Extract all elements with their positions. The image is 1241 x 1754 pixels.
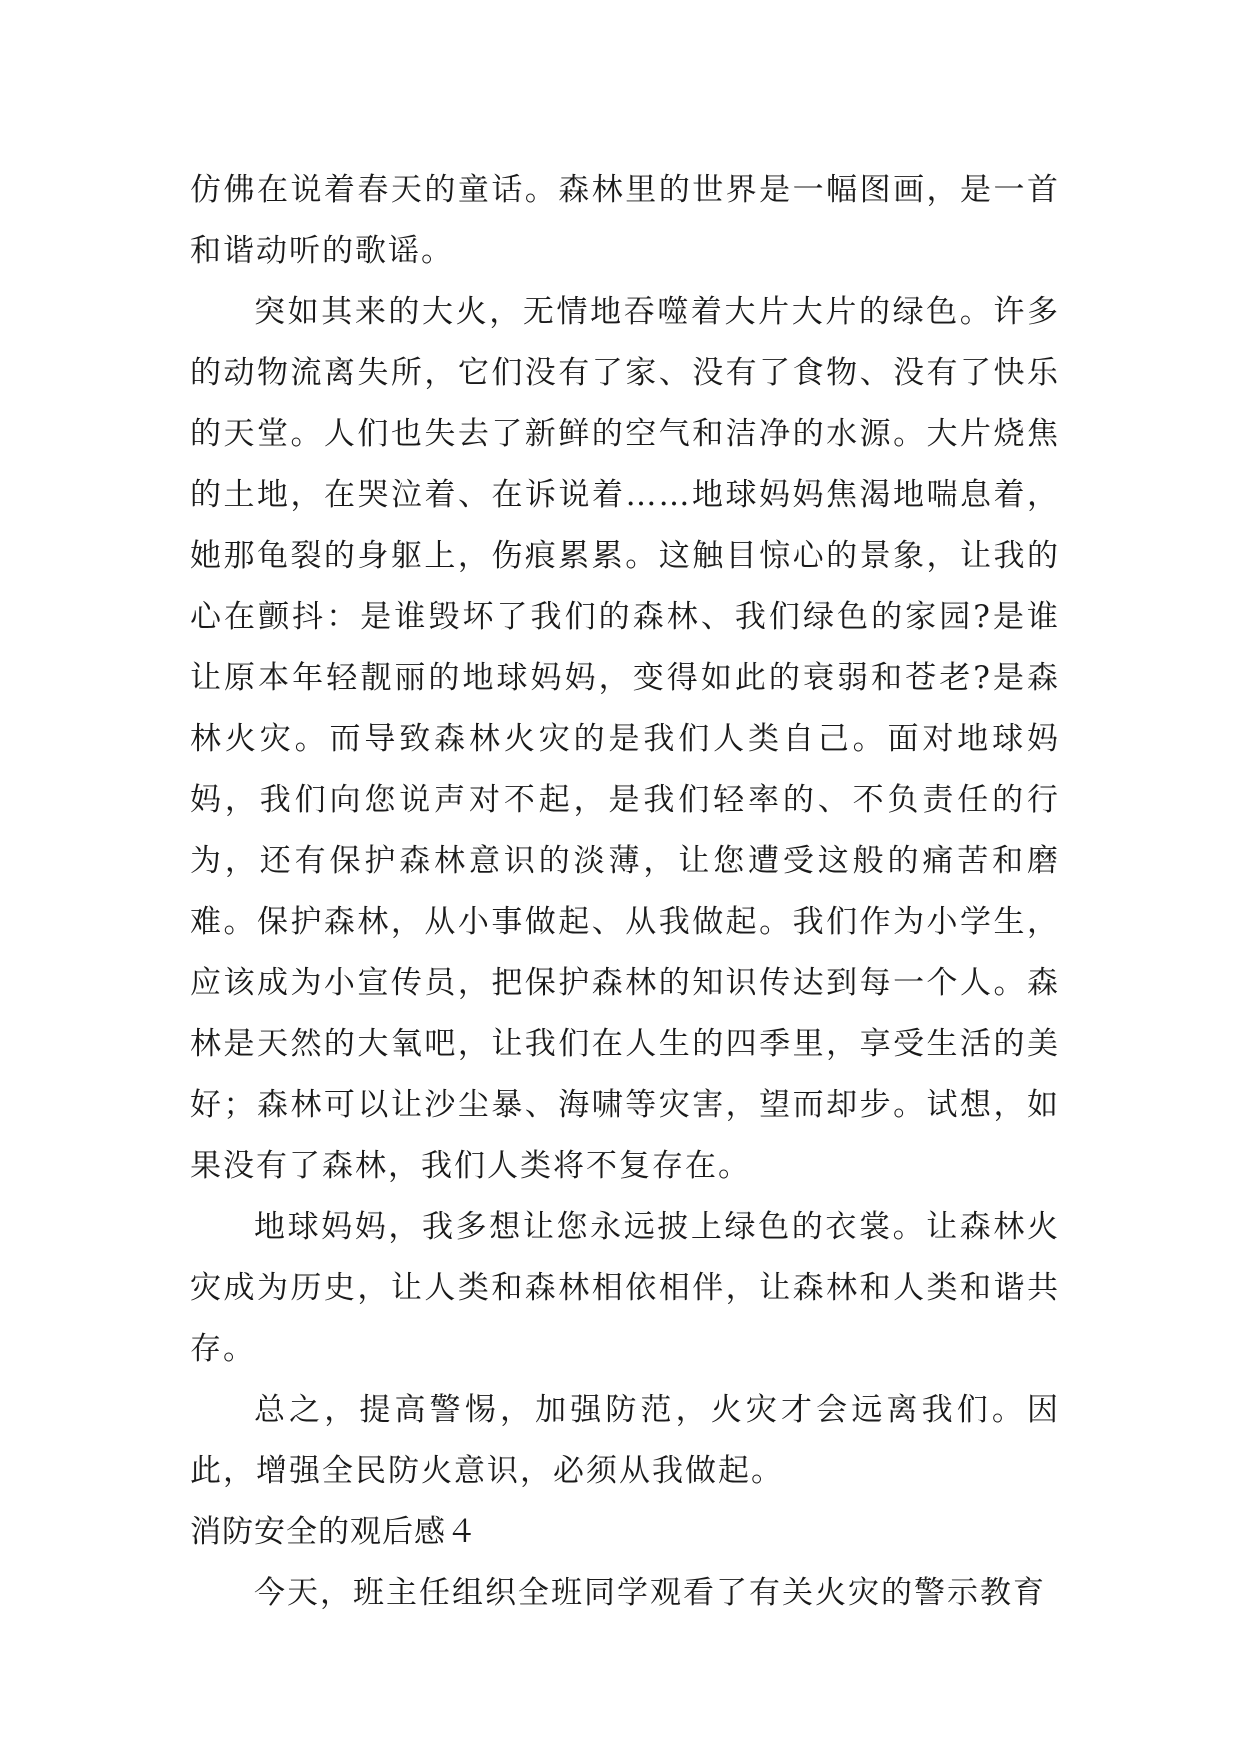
- paragraph-earth-mother: 地球妈妈，我多想让您永远披上绿色的衣裳。让森林火灾成为历史，让人类和森林相依相伴，让森林和人类和谐共存。: [190, 1209, 1060, 1367]
- paragraph-intro: 今天，班主任组织全班同学观看了有关火灾的警示教育: [254, 1575, 1046, 1611]
- paragraph-conclusion: 总之，提高警惕，加强防范，火灾才会远离我们。因此，增强全民防火意识，必须从我做起。: [190, 1392, 1060, 1489]
- paragraph-continuation: 仿佛在说着春天的童话。森林里的世界是一幅图画，是一首和谐动听的歌谣。: [190, 172, 1060, 269]
- document-body: [190, 160, 1060, 1624]
- section-heading: 消防安全的观后感４: [190, 1514, 478, 1550]
- paragraph-forest-fire: 突如其来的大火，无情地吞噬着大片大片的绿色。许多的动物流离失所，它们没有了家、没有了食物、没有了快乐的天堂。人们也失去了新鲜的空气和洁净的水源。大片烧焦的土地，在哭泣着、在诉说着……地球妈妈焦渴地喘息着，她那龟裂的身躯上，伤痕累累。这触目惊心的景象，让我的心在颤抖：是谁毁坏了我们的森林、我们绿色的家园?是谁让原本年轻靓丽的地球妈妈，变得如此的衰弱和苍老?是森林火灾。而导致森林火灾的是我们人类自己。面对地球妈妈，我们向您说声对不起，是我们轻率的、不负责任的行为，还有保护森林意识的淡薄，让您遭受这般的痛苦和磨难。保护森林，从小事做起、从我做起。我们作为小学生，应该成为小宣传员，把保护森林的知识传达到每一个人。森林是天然的大氧吧，让我们在人生的四季里，享受生活的美好；森林可以让沙尘暴、海啸等灾害，望而却步。试想，如果没有了森林，我们人类将不复存在。: [190, 294, 1060, 1184]
